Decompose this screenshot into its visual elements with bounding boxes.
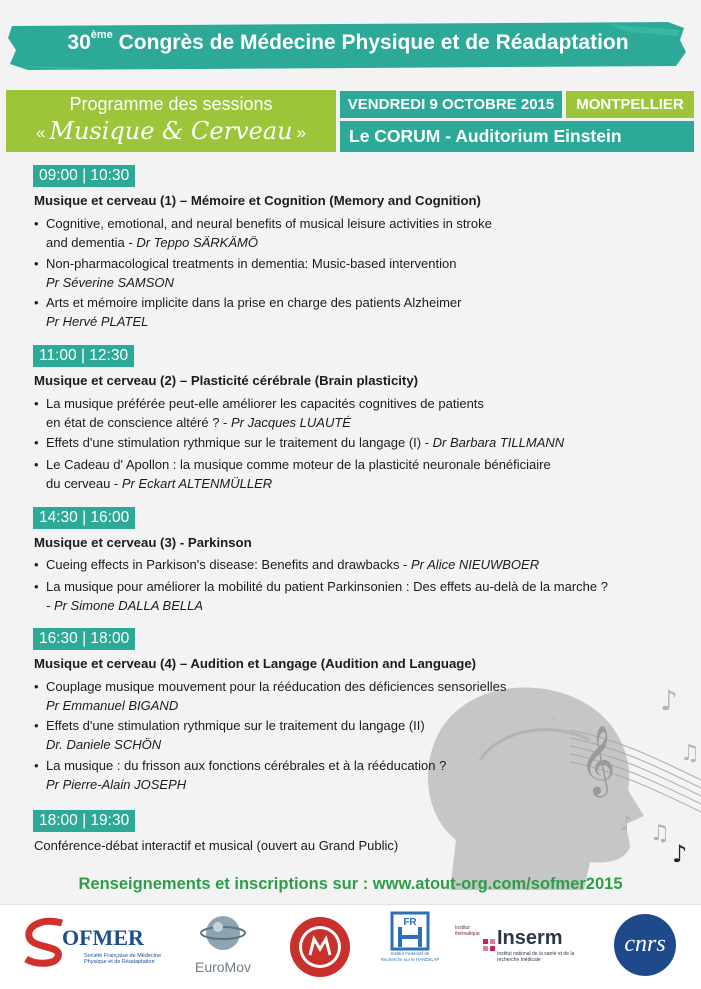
event-venue: Le CORUM - Auditorium Einstein	[340, 121, 694, 152]
session-2-item-2: • Effets d'une stimulation rythmique sur le traitement du langage (I) - Dr Barbara TILLMANN	[34, 435, 565, 450]
session-5-time: 18:00 | 19:30	[33, 810, 135, 832]
session-1-title: Musique et cerveau (1) – Mémoire et Cognition (Memory and Cognition)	[34, 193, 481, 208]
session-4-item-3: • La musique : du frisson aux fonctions cérébrales et à la rééducation ? Pr Pierre-Alain JOSEPH	[34, 758, 447, 792]
registration-info[interactable]: Renseignements et inscriptions sur : www.atout-org.com/sofmer2015	[78, 875, 623, 893]
session-2-item-3: • Le Cadeau d' Apollon : la musique comme moteur de la plasticité neuronale bénéficiaire du cerveau - Pr Eckart ALTENMÜLLER	[34, 457, 551, 491]
euromov-globe-icon	[178, 905, 268, 957]
svg-text:𝄞: 𝄞	[580, 725, 616, 795]
partner-logos	[0, 904, 701, 989]
svg-text:FR: FR	[403, 917, 417, 928]
session-3-item-2: • La musique pour améliorer la mobilité du patient Parkinsonien : Des effets au-delà de la marche ? - Pr Simone DALLA BELLA	[34, 579, 608, 613]
ifrh-badge-icon	[380, 905, 440, 951]
session-1-time: 09:00 | 10:30	[33, 165, 135, 187]
congress-title: 30ème Congrès de Médecine Physique et de Réadaptation	[67, 29, 629, 54]
university-seal-logo	[288, 905, 352, 989]
session-2-time: 11:00 | 12:30	[33, 345, 134, 367]
svg-text:♪: ♪	[620, 811, 633, 835]
event-date: VENDREDI 9 OCTOBRE 2015	[340, 91, 562, 118]
session-3-title: Musique et cerveau (3) - Parkinson	[34, 535, 252, 550]
session-2-item-1: • La musique préférée peut-elle améliorer les capacités cognitives de patients en état de conscience altéré ? - Pr Jacques LUAUTÉ	[34, 396, 484, 430]
euromov-logo: EuroMov	[178, 905, 268, 989]
university-seal-icon	[288, 905, 352, 989]
session-1-item-3: • Arts et mémoire implicite dans la prise en charge des patients Alzheimer Pr Hervé PLATEL	[34, 295, 462, 329]
svg-text:♪: ♪	[672, 840, 688, 868]
session-3-item-1: • Cueing effects in Parkison's disease: Benefits and drawbacks - Pr Alice NIEUWBOER	[34, 557, 540, 572]
svg-text:♫: ♫	[650, 821, 670, 846]
cnrs-logo: cnrs	[612, 905, 682, 989]
svg-text:♩: ♩	[550, 704, 559, 725]
inserm-grid-icon	[483, 939, 495, 951]
session-3-time: 14:30 | 16:00	[33, 507, 135, 529]
svg-text:♫: ♫	[680, 741, 700, 766]
ifrh-logo: FR Institut Fédératif de Recherche sur le HANDICAP	[380, 905, 440, 989]
program-box	[6, 90, 336, 152]
program-name: « Musique & Cerveau »	[35, 117, 307, 145]
title-banner	[8, 20, 688, 72]
session-2-title: Musique et cerveau (2) – Plasticité cérébrale (Brain plasticity)	[34, 373, 419, 388]
session-4-item-1: • Couplage musique mouvement pour la rééducation des déficiences sensorielles Pr Emmanuel BIGAND	[34, 679, 507, 713]
event-city: MONTPELLIER	[566, 91, 694, 118]
svg-text:♪: ♪	[660, 684, 678, 717]
program-heading: Programme des sessions	[69, 94, 273, 114]
session-4-item-2: • Effets d'une stimulation rythmique sur le traitement du langage (II) Dr. Daniele SCHÖN	[34, 718, 425, 752]
inserm-logo: Institut thématique Inserm Institut national de la santé et de la recherche médicale	[455, 925, 575, 963]
sofmer-logo: OFMER Société Française de Médecine Physique et de Réadaptation	[22, 905, 162, 989]
session-4-title: Musique et cerveau (4) – Audition et Langage (Audition and Language)	[34, 656, 477, 671]
session-1-item-2: • Non-pharmacological treatments in dementia: Music-based intervention Pr Séverine SAMSON	[34, 256, 457, 290]
session-4-time: 16:30 | 18:00	[33, 628, 135, 650]
session-1-item-1: • Cognitive, emotional, and neural benefits of musical leisure activities in stroke and dementia - Dr Teppo SÄRKÄMÖ	[34, 216, 492, 250]
session-5-text: Conférence-débat interactif et musical (ouvert au Grand Public)	[34, 838, 399, 853]
